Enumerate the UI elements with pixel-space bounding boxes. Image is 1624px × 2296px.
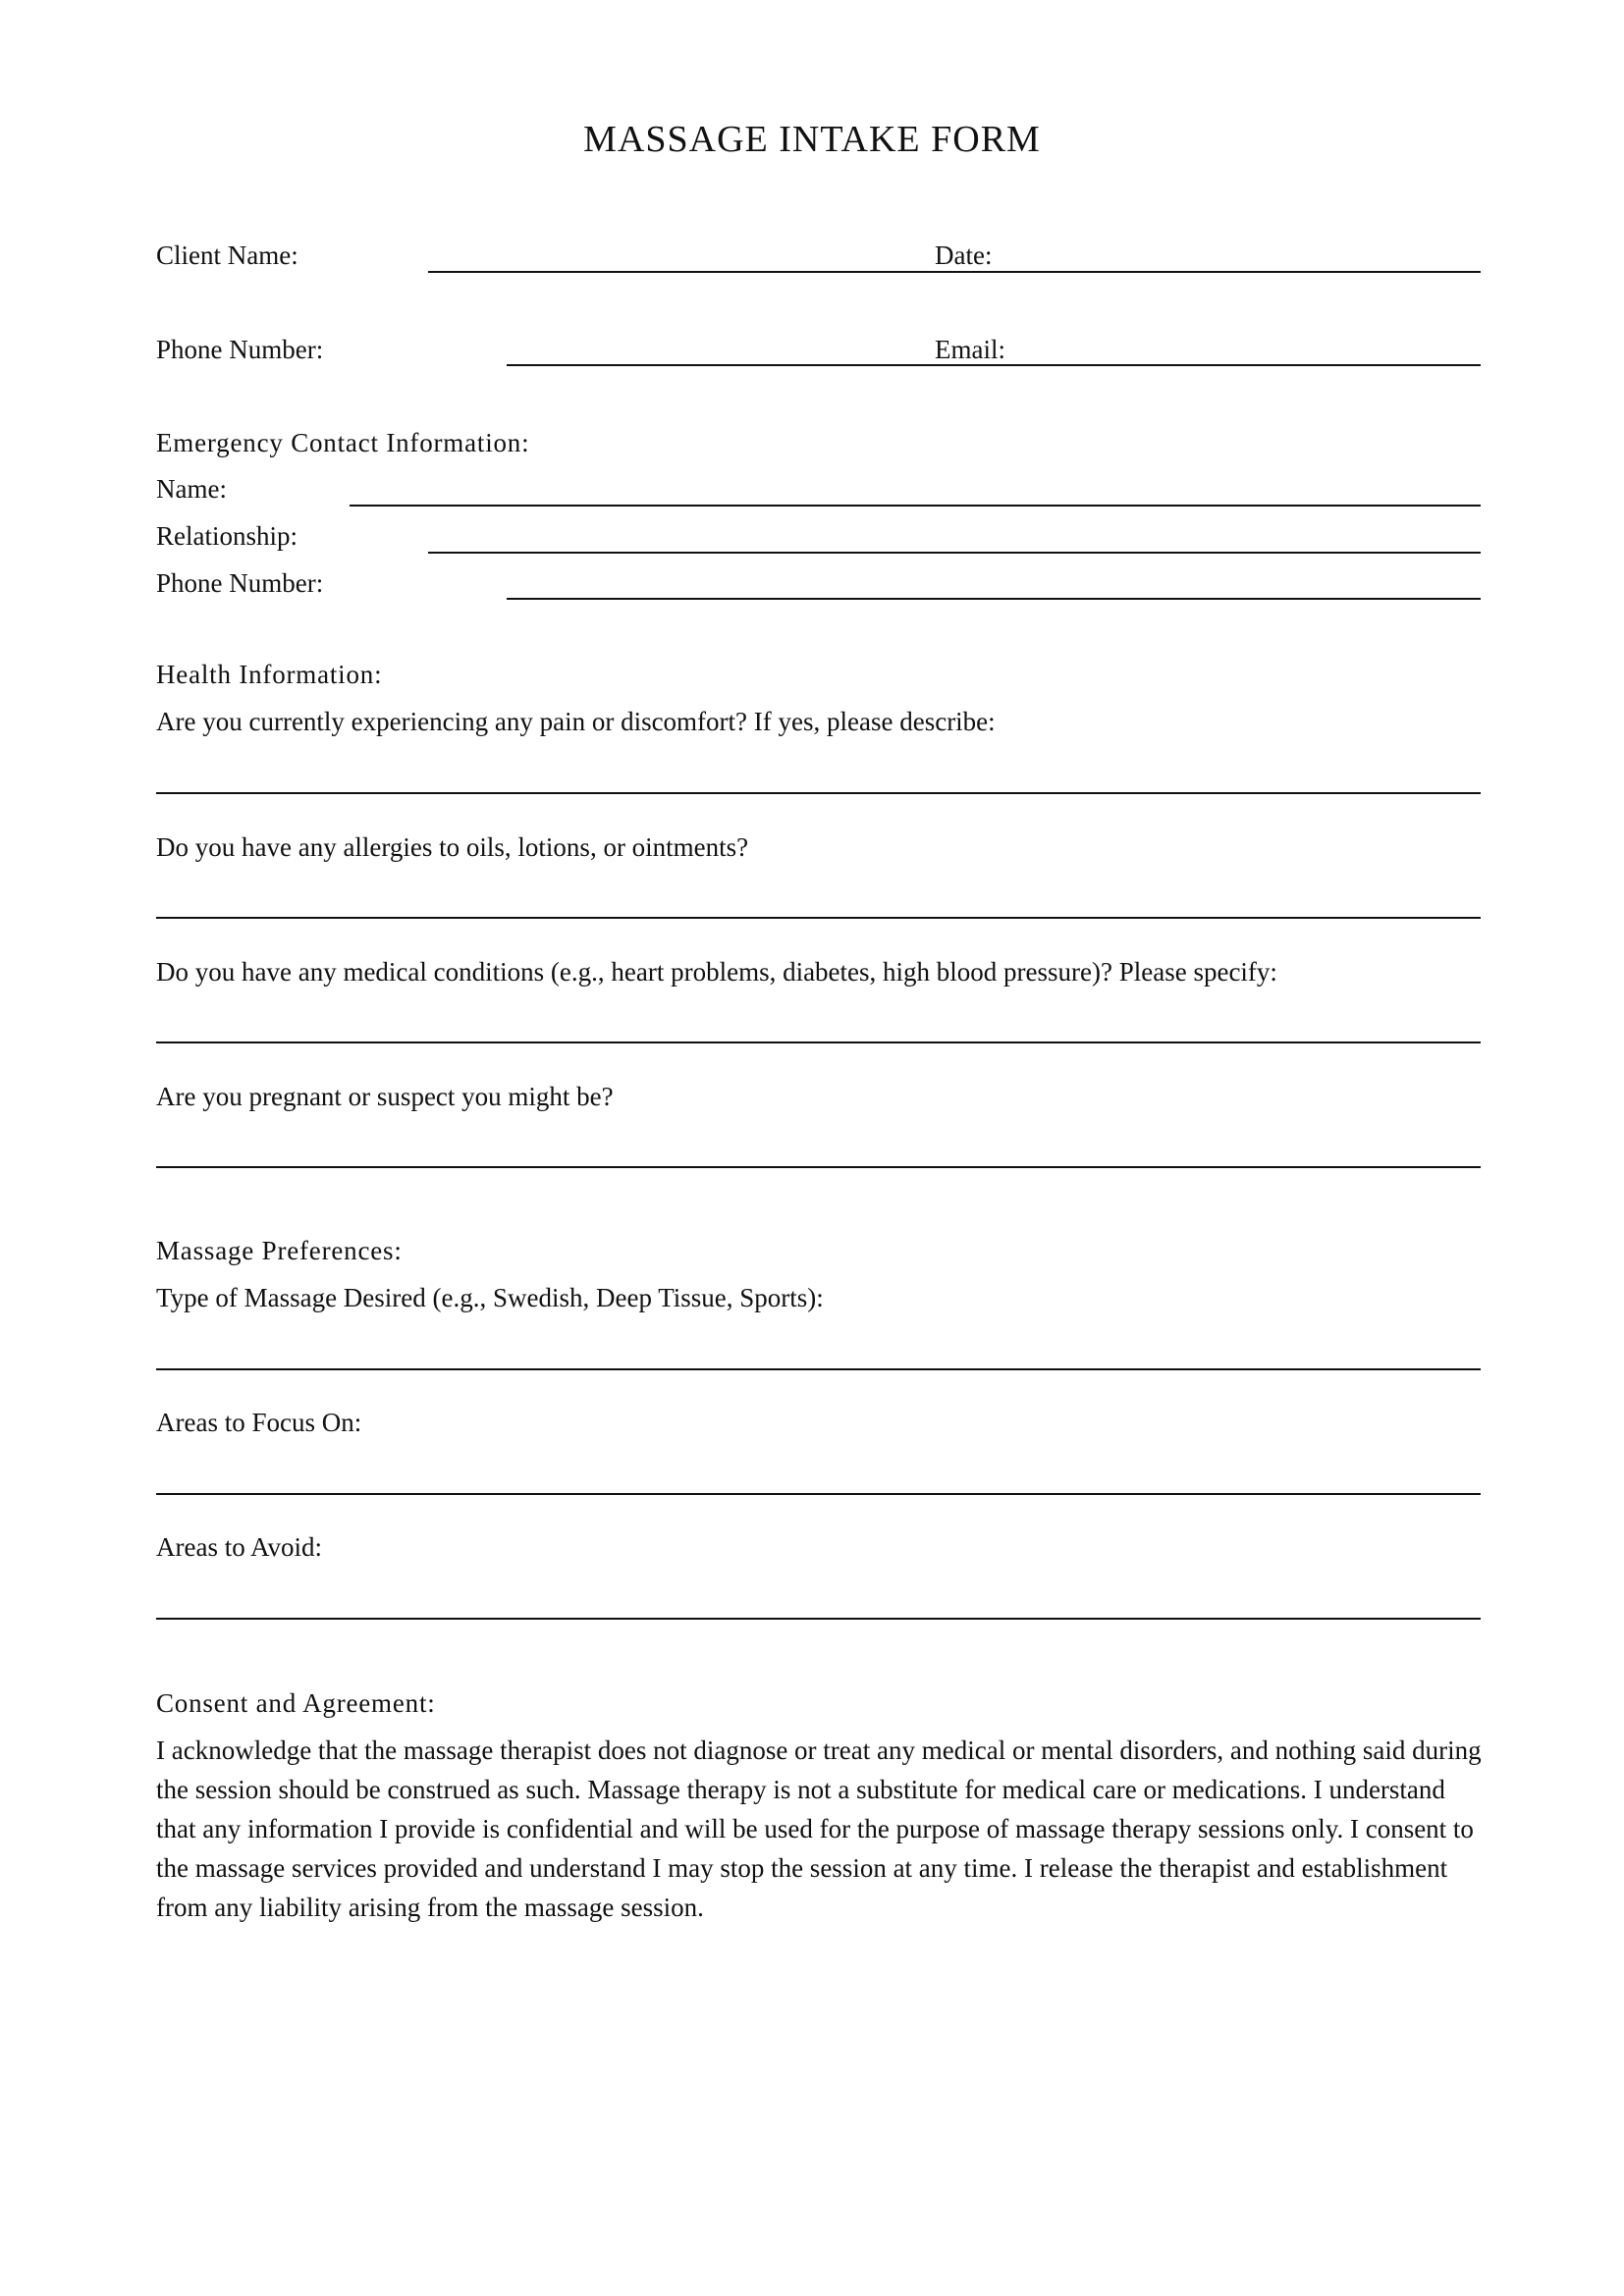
email-field[interactable] [933,364,1481,366]
client-name-label: Client Name: [156,240,298,270]
consent-heading: Consent and Agreement: [156,1688,436,1718]
conditions-question: Do you have any medical conditions (e.g., heart problems, diabetes, high blood pressure)? Please specify: [156,957,1277,987]
emergency-phone-field[interactable] [507,598,1481,600]
health-heading: Health Information: [156,660,383,689]
pain-answer-field[interactable] [156,792,1481,794]
emergency-name-field[interactable] [350,505,1481,507]
massage-type-question: Type of Massage Desired (e.g., Swedish, Deep Tissue, Sports): [156,1283,824,1312]
avoid-areas-question: Areas to Avoid: [156,1532,322,1562]
pregnancy-question: Are you pregnant or suspect you might be? [156,1082,614,1111]
allergies-question: Do you have any allergies to oils, lotions, or ointments? [156,832,749,862]
massage-type-field[interactable] [156,1368,1481,1370]
conditions-answer-field[interactable] [156,1041,1481,1043]
emergency-heading: Emergency Contact Information: [156,428,530,457]
form-title: MASSAGE INTAKE FORM [583,119,1041,160]
emergency-relationship-label: Relationship: [156,521,298,551]
date-field[interactable] [933,271,1481,273]
client-name-field[interactable] [428,271,933,273]
emergency-relationship-field[interactable] [428,552,1481,554]
consent-paragraph: I acknowledge that the massage therapist does not diagnose or treat any medical or mental disorders, and nothing said during the session should be construed as such. Massage therapy is not a substitute for medical care or medications. I understand that any information I provide is confidential and will be used for the purpose of massage therapy sessions only. I consent to the massage services provided and understand I may stop the session at any time. I release the therapist and establishment from any liability arising from the massage session. [156,1735,1482,1922]
focus-areas-field[interactable] [156,1493,1481,1495]
allergies-answer-field[interactable] [156,917,1481,919]
pain-question: Are you currently experiencing any pain or discomfort? If yes, please describe: [156,707,996,736]
emergency-phone-label: Phone Number: [156,568,324,598]
emergency-name-label: Name: [156,474,227,504]
client-phone-field[interactable] [507,364,933,366]
date-label: Date: [935,240,993,270]
preferences-heading: Massage Preferences: [156,1236,403,1265]
client-phone-label: Phone Number: [156,335,324,364]
focus-areas-question: Areas to Focus On: [156,1408,362,1437]
email-label: Email: [935,335,1005,364]
pregnancy-answer-field[interactable] [156,1166,1481,1168]
avoid-areas-field[interactable] [156,1618,1481,1620]
